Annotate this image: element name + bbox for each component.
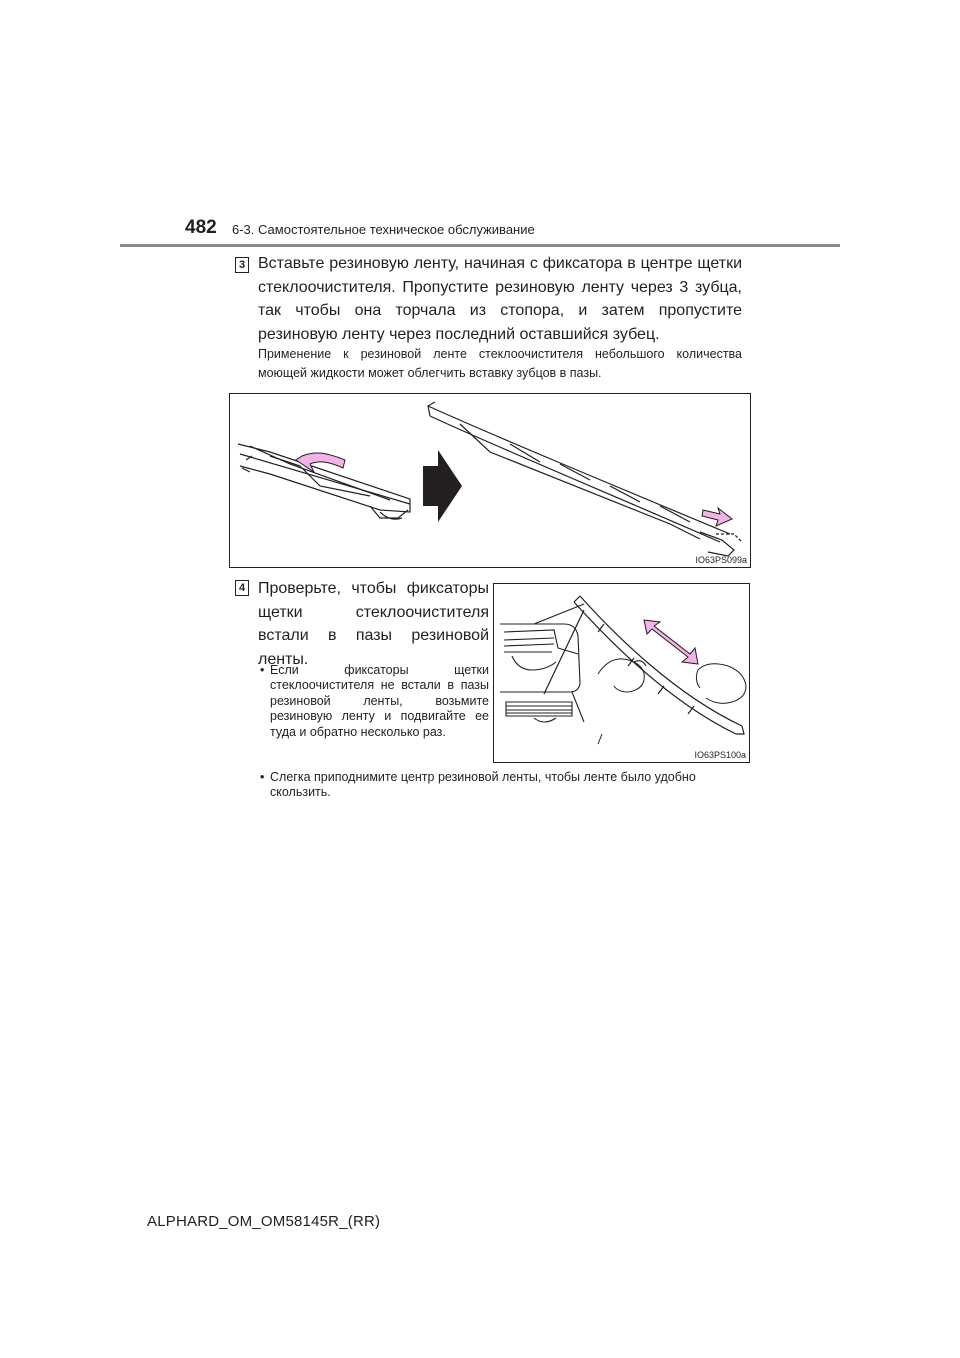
- step-4-instruction: [258, 577, 489, 671]
- step-4-line-1: Проверьте, чтобы фиксаторы: [258, 580, 489, 597]
- section-title: 6-3. Самостоятельное техническое обслуживание: [232, 222, 535, 237]
- step-4-line-4: ленты.: [258, 650, 309, 668]
- step-3-number: 3: [235, 257, 249, 273]
- wiper-check-illustration: [494, 584, 749, 762]
- bullet-item-2: • Слегка приподнимите центр резиновой ленты, чтобы ленте было удобно скользить.: [258, 770, 744, 801]
- step-3-note: Применение к резиновой ленте стеклоочистителя небольшого количества моющей жидкости может облегчить вставку зубцов в пазы.: [258, 347, 742, 380]
- step-3-instruction: Вставьте резиновую ленту, начиная с фиксатора в центре щетки стеклоочистителя. Пропустите резиновую ленту через 3 зубца, так чтобы она торчала из стопора, и затем пропустите резиновую ленту через последний оставшийся зубец.: [258, 255, 742, 343]
- wiper-insert-illustration: [230, 394, 750, 567]
- bullet-item-1: • Если фиксаторы щетки стеклоочистителя не встали в пазы резиновой ленты, возьмите резиновую ленту и подвигайте ее туда и обратно несколько раз.: [258, 663, 489, 740]
- figure-code-1: IO63PS099a: [695, 555, 747, 565]
- step-4-number: 4: [235, 580, 249, 596]
- page-number: 482: [185, 217, 217, 238]
- move-back-forth-arrow: [644, 620, 698, 664]
- figure-insert-rubber: [229, 393, 751, 568]
- direction-arrow: [423, 450, 462, 522]
- step-4-line-3: встали в пазы резиновой: [258, 627, 489, 644]
- wiper-blade-right: [428, 402, 742, 556]
- step-4-bullets-wide: [258, 770, 744, 801]
- header-rule: [120, 244, 840, 247]
- step-4-bullets-narrow: [258, 663, 489, 740]
- hand-right: [696, 664, 746, 704]
- step-4-line-2: щетки стеклоочистителя: [258, 603, 489, 621]
- footer-code: ALPHARD_OM_OM58145R_(RR): [147, 1213, 381, 1230]
- hand-left: [598, 659, 646, 692]
- pointer-line: [598, 734, 602, 744]
- slide-arrow-right: [702, 508, 732, 526]
- figure-check-retainers: [493, 583, 750, 763]
- figure-code-2: IO63PS100a: [694, 750, 746, 760]
- detail-inset: [500, 624, 584, 722]
